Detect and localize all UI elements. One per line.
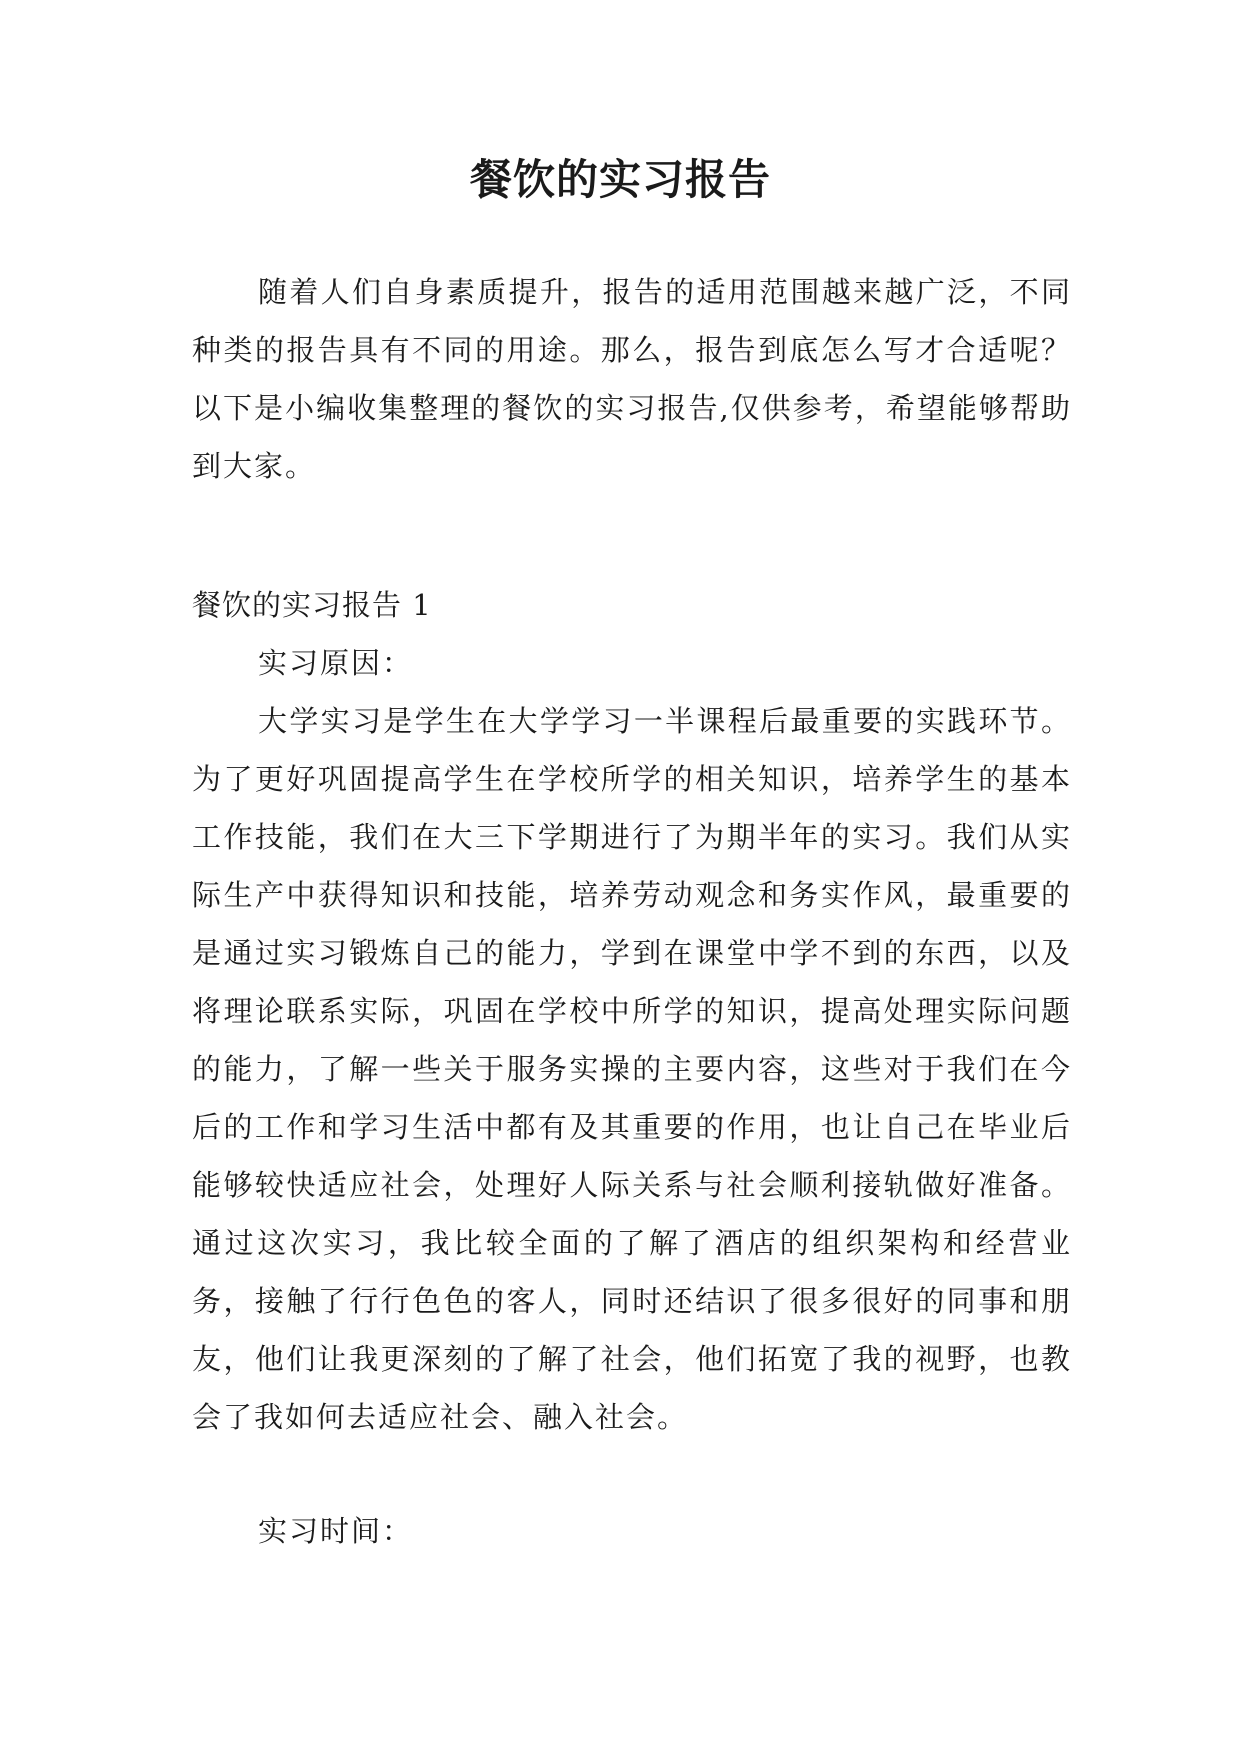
reason-label: 实习原因： bbox=[258, 646, 414, 680]
section-heading: 餐饮的实习报告 1 bbox=[192, 588, 432, 622]
intro-paragraph: 随着人们自身素质提升，报告的适用范围越来越广泛，不同种类的报告具有不同的用途。那么，报告到底怎么写才合适呢？以下是小编收集整理的餐饮的实习报告,仅供参考，希望能够帮助到大家。 bbox=[192, 275, 1072, 483]
reason-paragraph: 大学实习是学生在大学学习一半课程后最重要的实践环节。为了更好巩固提高学生在学校所学的相关知识，培养学生的基本工作技能，我们在大三下学期进行了为期半年的实习。我们从实际生产中获得知识和技能，培养劳动观念和务实作风，最重要的是通过实习锻炼自己的能力，学到在课堂中学不到的东西，以及将理论联系实际，巩固在学校中所学的知识，提高处理实际问题的能力，了解一些关于服务实操的主要内容，这些对于我们在今后的工作和学习生活中都有及其重要的作用，也让自己在毕业后能够较快适应社会，处理好人际关系与社会顺利接轨做好准备。通过这次实习，我比较全面的了解了酒店的组织架构和经营业务，接触了行行色色的客人，同时还结识了很多很好的同事和朋友，他们让我更深刻的了解了社会，他们拓宽了我的视野，也教会了我如何去适应社会、融入社会。 bbox=[192, 704, 1072, 1434]
page-title: 餐饮的实习报告 bbox=[469, 155, 771, 204]
time-label: 实习时间： bbox=[258, 1514, 414, 1548]
